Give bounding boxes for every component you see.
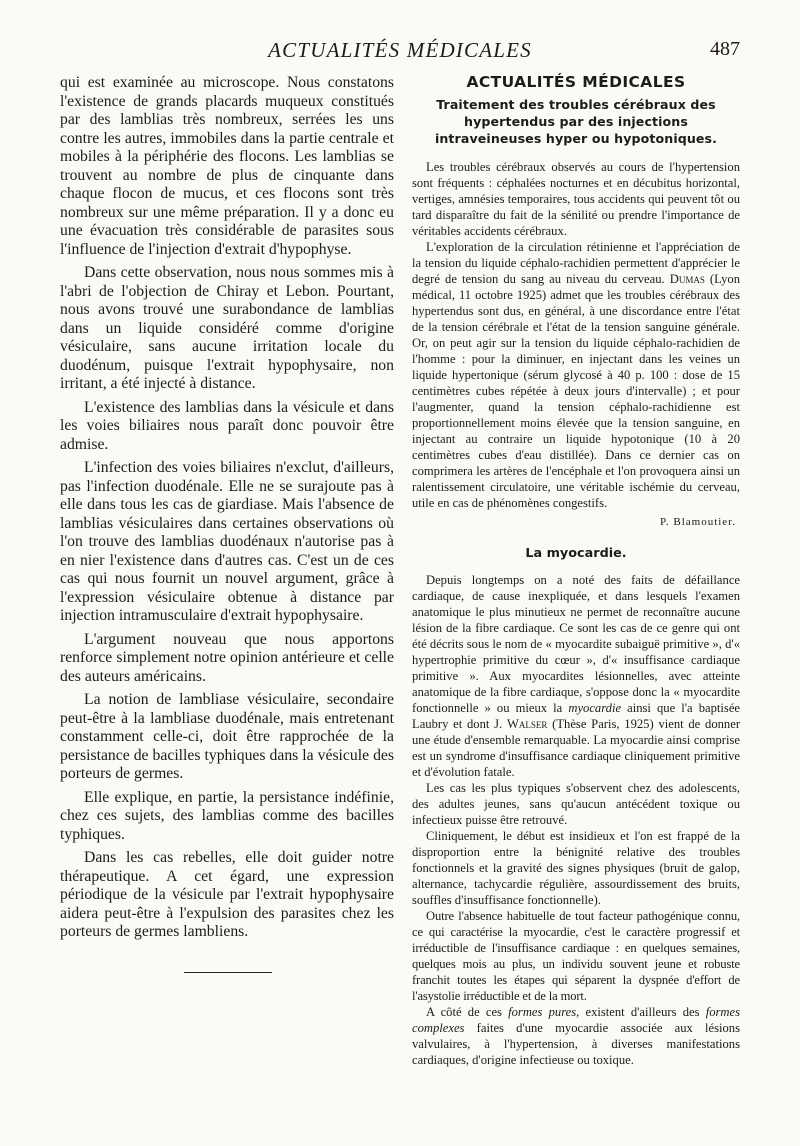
paragraph: qui est examinée au microscope. Nous constatons l'existence de grands placards muqueux constitués par des lamblias très nombreux, serrées les uns contre les autres, immobiles dans la partie centrale et mobiles à la périphérie des flocons. Les lamblias se trouvent au nombre de plus de cinquante dans chaque flocon de mucus, et ces flocons sont très nombreux sur une même préparation. Il y a donc eu une évacuation très considérable de parasites sous l'influence de l'injection d'extrait d'hypophyse.	[60, 74, 394, 258]
right-column	[412, 74, 740, 1068]
article-title: La myocardie.	[525, 546, 627, 561]
emphasis: formes complexes	[412, 1005, 740, 1035]
article-title: Traitement des troubles cérébraux des hypertendus par des injections intraveineuses hyper ou hypotoniques.	[434, 97, 718, 146]
paragraph: L'existence des lamblias dans la vésicule et dans les voies biliaires nous paraît donc pouvoir être admise.	[60, 398, 394, 453]
text-span: existent d'ailleurs des	[585, 1005, 700, 1019]
author-name: Walser	[506, 717, 548, 731]
section-heading: ACTUALITÉS MÉDICALES	[466, 73, 686, 91]
emphasis: myocardie	[568, 701, 622, 715]
emphasis: formes pures,	[508, 1005, 580, 1019]
paragraph: Les cas les plus typiques s'observent chez des adolescents, des adultes jeunes, sans qu'aucun antécédent toxique ou infectieux puisse être retrouvé.	[412, 781, 740, 827]
text-span: (Thèse Paris, 1925) vient de donner une étude d'ensemble remarquable. La myocardie ainsi comprise est un syndrome d'insuffisance cardiaque cliniquement primitive et d'évolution fatale.	[412, 717, 741, 779]
paragraph: L'infection des voies biliaires n'exclut, d'ailleurs, pas l'infection duodénale. Elle ne se surajoute pas à elle dans tous les cas de giardiase. Mais l'absence de lamblias vésiculaires dans certaines observations où l'on trouve des lamblias duodénaux n'autorise pas à en nier l'existence dans d'autres cas. C'est un de ces cas qui nous fournit un nouvel argument, grâce à l'expression vésiculaire obtenue à distance par injection intramusculaire d'extrait hypophysaire.	[60, 459, 394, 624]
end-rule	[184, 972, 272, 973]
paragraph: Dans cette observation, nous nous sommes mis à l'abri de l'objection de Chiray et Lebon. Pourtant, nous avons trouvé une surabondance de lamblias dans un liquide considéré comme d'origine vésiculaire, sans aucune irritation locale du duodénum, puisque l'extrait hypophysaire, non irritant, a été injecté à distance.	[60, 264, 394, 392]
source-citation: (Lyon médical, 11 octobre 1925)	[412, 272, 740, 302]
text-span: Depuis longtemps on a noté des faits de défaillance cardiaque, de cause inexpliquée, et dans lesquels l'examen anatomique le plus minutieux ne permet de reconnaître aucune lésion de la fibre cardiaque. Ce sont les cas de ce genre qui ont été décrits sous le nom de « myocardite subaiguë primitive », d'« hypertrophie primitive du cœur », d'« insuffisance cardiaque primitive ». Aux myocardites lésionnelles, avec atteinte anatomique de la fibre cardiaque, s'oppose donc la « myocardite fonctionnelle » ou mieux la	[412, 573, 740, 715]
paragraph: Cliniquement, le début est insidieux et l'on est frappé de la disproportion entre la bénignité relative des troubles fonctionnels et la gravité des signes physiques (bruit de galop, alternance, tachycardie régulière, assourdissement des bruits, souffles d'insuffisance fonctionnelle).	[412, 829, 740, 907]
text-span: faites d'une myocardie associée aux lésions valvulaires, à l'hypertension, à diverses manifestations cardiaques, d'origine infectieuse ou toxique.	[412, 1021, 740, 1067]
paragraph: Elle explique, en partie, la persistance indéfinie, chez ces sujets, des lamblias comme des bacilles typhiques.	[60, 788, 394, 843]
paragraph: L'argument nouveau que nous apportons renforce simplement notre opinion antérieure et celle des auteurs américains.	[60, 630, 394, 685]
paragraph: Les troubles cérébraux observés au cours de l'hypertension sont fréquents : céphalées nocturnes et en décubitus horizontal, vertiges, amnésies temporaires, tous accidents qui peuvent tôt ou tard disparaître du fait de la sénilité ou prendre l'importance de véritables accidents cérébraux.	[412, 160, 740, 238]
page-number: 487	[710, 38, 740, 60]
author-name: Dumas	[669, 272, 705, 286]
left-column	[60, 74, 394, 942]
text-span: A côté de ces	[426, 1005, 502, 1019]
paragraph: Dans les cas rebelles, elle doit guider notre thérapeutique. A cet égard, une expression périodique de la vésicule par l'extrait hypophysaire aidera peut-être à l'expulsion des parasites chez les porteurs de germes lambliens.	[60, 849, 394, 940]
running-title: ACTUALITÉS MÉDICALES	[268, 38, 532, 62]
text-span: ainsi que l'a baptisée Laubry et dont J.	[412, 701, 740, 731]
paragraph: Outre l'absence habituelle de tout facteur pathogénique connu, ce qui caractérise la myocardie, c'est le caractère progressif et irréductible de l'insuffisance cardiaque : en quelques semaines, quelques mois au plus, un individu souvent jeune et robuste franchit toutes les étapes qui séparent la dyspnée d'effort de l'asystolie irréductible et de la mort.	[412, 909, 740, 1003]
paragraph: La notion de lambliase vésiculaire, secondaire peut-être à la lambliase duodénale, mais entretenant constamment celle-ci, doit être rapprochée de la persistance de bacilles typhiques dans la vésicule des porteurs de germes.	[60, 691, 394, 782]
paragraph	[412, 1004, 740, 1068]
paragraph	[412, 239, 740, 511]
page-header	[60, 38, 740, 68]
text-span: admet que les troubles cérébraux des hypertendus sont dus, en général, à une discordance entre l'état de la tension cérébrale et l'état de la tension sanguine générale. Or, on peut agir sur la tension du liquide céphalo-rachidien de l'homme : pour la diminuer, en injectant dans les veines un liquide hypertonique (sérum glycosé à 40 p. 100 : dose de 15 centimètres cubes répétée à deux jours d'intervalle) ; et pour l'augmenter, quand la tension céphalo-rachidienne est proportionnellement moins élevée que la tension sanguine, en injectant au contraire un liquide hypotonique (10 à 20 centimètres cubes d'eau distillée). Dans ce dernier cas on comprimera les artères de l'encéphale et l'on provoquera ainsi un ralentissement circulatoire, une véritable ischémie du cerveau, utile en cas de phénomènes congestifs.	[412, 288, 740, 510]
text-span: L'exploration de la circulation rétinienne et l'appréciation de la tension du liquide céphalo-rachidien permettent d'apprécier le degré de tension du sang au niveau du cerveau.	[412, 240, 740, 286]
paragraph	[412, 572, 740, 780]
author-signature: P. Blamoutier.	[659, 516, 736, 528]
